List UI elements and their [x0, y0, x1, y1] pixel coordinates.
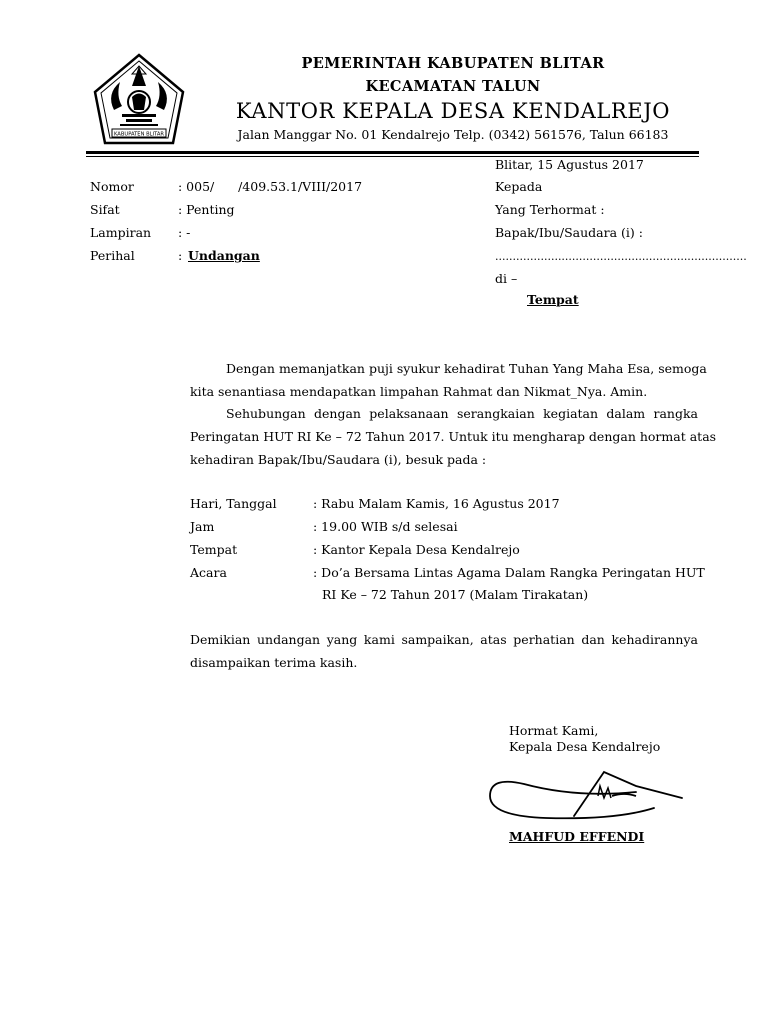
signature-greeting: Hormat Kami,: [509, 723, 599, 738]
detail-label-place: Tempat: [190, 542, 238, 557]
lampiran-label: Lampiran: [90, 225, 152, 240]
letterhead-address: Jalan Manggar No. 01 Kendalrejo Telp. (0342) 561576, Talun 66183: [237, 127, 669, 142]
recipient-title: Bapak/Ibu/Saudara (i) :: [495, 225, 643, 240]
tempat-text: Tempat: [527, 292, 579, 307]
signature-title: Kepala Desa Kendalrejo: [509, 739, 661, 754]
detail-label-event: Acara: [190, 565, 227, 580]
perihal-colon: :: [178, 248, 183, 263]
letterhead-office: KANTOR KEPALA DESA KENDALREJO: [235, 99, 671, 123]
detail-value-time: : 19.00 WIB s/d selesai: [313, 519, 458, 534]
letterhead-district: KECAMATAN TALUN: [365, 78, 541, 95]
closing-line1: Demikian undangan yang kami sampaikan, atas perhatian dan kehadirannya: [190, 632, 698, 647]
di-text: di –: [495, 271, 518, 286]
letter-date: Blitar, 15 Agustus 2017: [495, 157, 644, 172]
handwritten-signature: [486, 758, 686, 830]
nomor-label: Nomor: [90, 179, 134, 194]
recipient-dots: ........................................................................: [495, 250, 747, 263]
kabupaten-blitar-logo: [92, 52, 186, 146]
perihal-value: Undangan: [188, 248, 260, 263]
svg-text:KABUPATEN BLITAR: KABUPATEN BLITAR: [113, 131, 165, 138]
body-p2-line1: Sehubungan dengan pelaksanaan serangkaian kegiatan dalam rangka: [226, 406, 698, 421]
body-p1-line1: Dengan memanjatkan puji syukur kehadirat Tuhan Yang Maha Esa, semoga: [226, 361, 707, 376]
kepada-text: Kepada: [495, 179, 543, 194]
body-p1-line2: kita senantiasa mendapatkan limpahan Rahmat dan Nikmat_Nya. Amin.: [190, 384, 648, 399]
signatory-name: MAHFUD EFFENDI: [509, 829, 645, 844]
nomor-value: : 005/ /409.53.1/VIII/2017: [178, 179, 363, 194]
body-p2-line2: Peringatan HUT RI Ke – 72 Tahun 2017. Untuk itu mengharap dengan hormat atas: [190, 429, 717, 444]
letterhead-rule-thick: [86, 151, 699, 154]
sifat-value: : Penting: [178, 202, 235, 217]
body-p2-line3: kehadiran Bapak/Ibu/Saudara (i), besuk pada :: [190, 452, 487, 467]
perihal-label: Perihal: [90, 248, 135, 263]
detail-value-event: : Do’a Bersama Lintas Agama Dalam Rangka Peringatan HUT: [313, 565, 705, 580]
detail-value-date: : Rabu Malam Kamis, 16 Agustus 2017: [313, 496, 560, 511]
detail-label-date: Hari, Tanggal: [190, 496, 277, 511]
detail-value-place: : Kantor Kepala Desa Kendalrejo: [313, 542, 520, 557]
detail-value-event-cont: RI Ke – 72 Tahun 2017 (Malam Tirakatan): [322, 587, 589, 602]
letterhead-government: PEMERINTAH KABUPATEN BLITAR: [301, 55, 605, 72]
lampiran-value: : -: [178, 225, 191, 240]
closing-line2: disampaikan terima kasih.: [190, 655, 358, 670]
yth-text: Yang Terhormat :: [495, 202, 605, 217]
detail-label-time: Jam: [190, 519, 215, 534]
sifat-label: Sifat: [90, 202, 120, 217]
